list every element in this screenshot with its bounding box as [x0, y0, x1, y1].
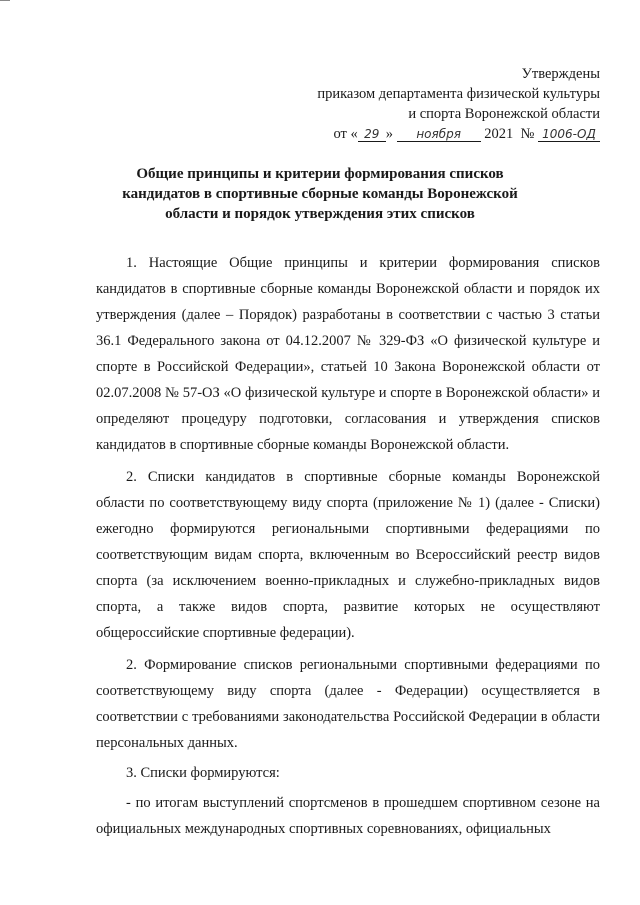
date-year: 2021	[484, 126, 514, 142]
approval-date-line	[317, 124, 600, 144]
approval-block	[317, 64, 600, 144]
handwritten-order-number: 1006-ОД	[538, 127, 600, 142]
scan-corner-mark	[0, 0, 10, 4]
handwritten-month: ноября	[397, 127, 481, 142]
document-body	[96, 250, 600, 842]
handwritten-day: 29	[358, 127, 386, 142]
date-prefix: от «	[333, 126, 358, 142]
date-mid: »	[385, 126, 394, 142]
approval-line-3: и спорта Воронежской области	[408, 106, 600, 122]
approval-line-1: Утверждены	[521, 66, 600, 82]
paragraph-3: 2. Формирование списков региональными спортивными федерациями по соответствующему виду спорта (далее - Федерации) осуществляется в соответствии с требованиями законодательства Российской Федерации в области персональных данных.	[96, 657, 600, 751]
document-title: Общие принципы и критерии формирования списков кандидатов в спортивные сборные команды Воронежской области и порядок утверждения этих списков	[122, 166, 518, 222]
number-sign: №	[520, 126, 535, 142]
approval-line-2: приказом департамента физической культуры	[317, 86, 600, 102]
paragraph-4: 3. Списки формируются:	[126, 765, 280, 781]
paragraph-1: 1. Настоящие Общие принципы и критерии формирования списков кандидатов в спортивные сборные команды Воронежской области и порядок их утверждения (далее – Порядок) разработаны в соответствии с частью 3 статьи 36.1 Федерального закона от 04.12.2007 № 329-ФЗ «О физической культуре и спорте в Российской Федерации», статьей 10 Закона Воронежской области от 02.07.2008 № 57-ОЗ «О физической культуре и спорте в Воронежской области» и определяют процедуру подготовки, согласования и утверждения списков кандидатов в спортивные сборные команды Воронежской области.	[96, 255, 600, 453]
paragraph-5: - по итогам выступлений спортсменов в прошедшем спортивном сезоне на официальных международных спортивных соревнованиях, официальных	[96, 795, 600, 837]
paragraph-2: 2. Списки кандидатов в спортивные сборные команды Воронежской области по соответствующему виду спорта (приложение № 1) (далее - Списки) ежегодно формируются региональными спортивными федерациями по соответствующим видам спорта, включенным во Всероссийский реестр видов спорта (за исключением военно-прикладных и служебно-прикладных видов спорта, а также видов спорта, развитие которых не осуществляют общероссийские спортивные федерации).	[96, 469, 600, 641]
